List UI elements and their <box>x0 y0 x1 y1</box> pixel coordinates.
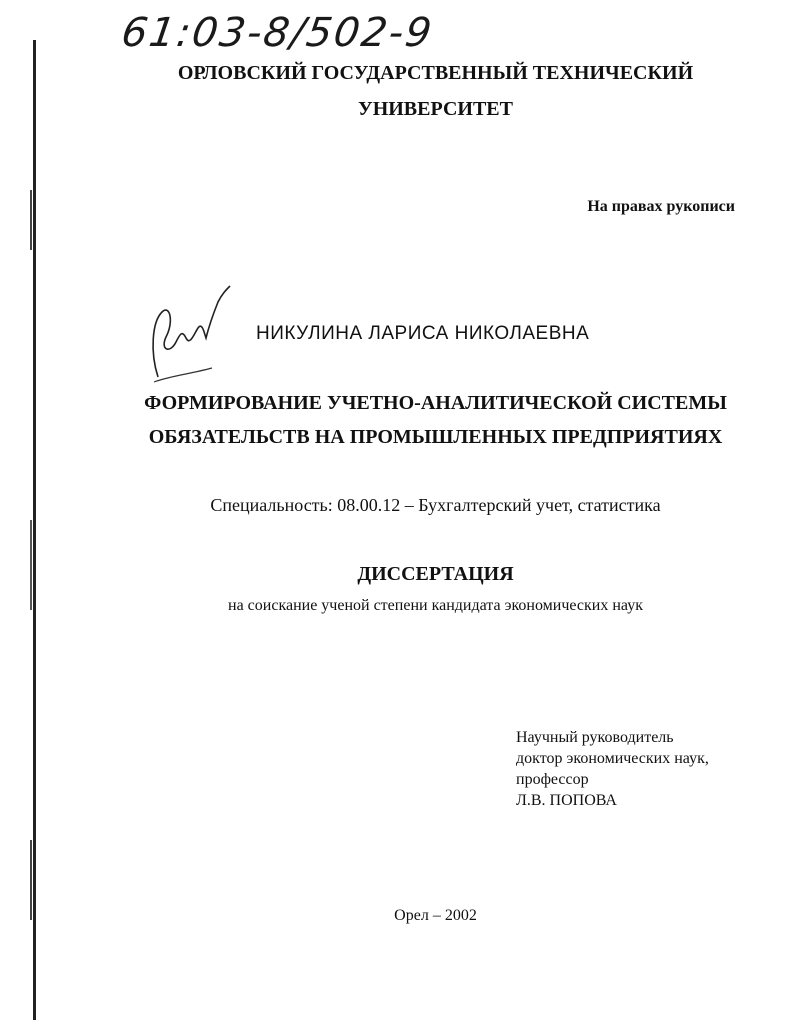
supervisor-role: Научный руководитель <box>516 729 674 746</box>
manuscript-rights-note: На правах рукописи <box>587 198 735 215</box>
author-name: НИКУЛИНА ЛАРИСА НИКОЛАЕВНА <box>256 323 590 344</box>
university-name-line1: ОРЛОВСКИЙ ГОСУДАРСТВЕННЫЙ ТЕХНИЧЕСКИЙ <box>177 62 694 84</box>
scan-binding-edge <box>30 40 38 1020</box>
university-name-line2: УНИВЕРСИТЕТ <box>358 98 513 120</box>
supervisor-rank: профессор <box>516 771 589 788</box>
supervisor-block <box>516 727 709 811</box>
degree-sought: на соискание ученой степени кандидата экономических наук <box>228 597 643 614</box>
dissertation-title-line1: ФОРМИРОВАНИЕ УЧЕТНО-АНАЛИТИЧЕСКОЙ СИСТЕМЫ <box>144 392 727 414</box>
document-type: ДИССЕРТАЦИЯ <box>357 563 514 585</box>
supervisor-degree: доктор экономических наук, <box>516 750 709 767</box>
city-year: Орел – 2002 <box>394 907 477 924</box>
author-signature <box>140 282 240 392</box>
specialty: Специальность: 08.00.12 – Бухгалтерский учет, статистика <box>210 495 661 515</box>
supervisor-name: Л.В. ПОПОВА <box>516 792 617 809</box>
dissertation-title-line2: ОБЯЗАТЕЛЬСТВ НА ПРОМЫШЛЕННЫХ ПРЕДПРИЯТИЯХ <box>148 426 723 448</box>
archive-code-handwritten: 61:03-8/502-9 <box>118 10 437 56</box>
